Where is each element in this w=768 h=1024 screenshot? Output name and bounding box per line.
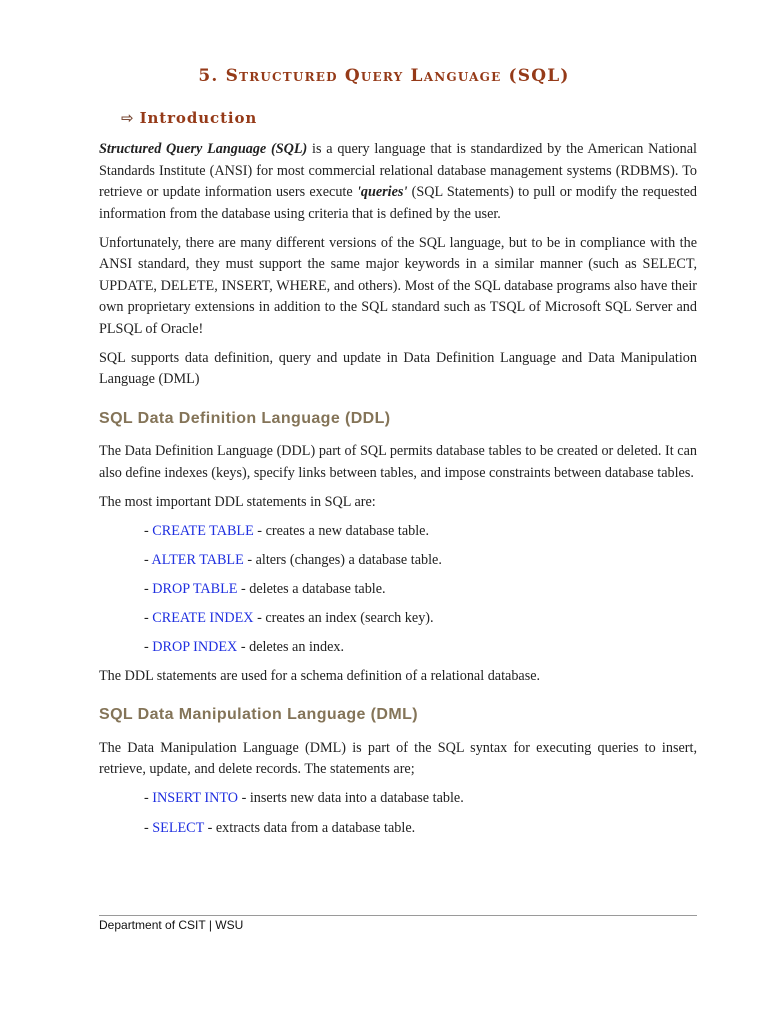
list-item: [144, 521, 697, 543]
statement-description: - creates a new database table.: [253, 522, 430, 539]
chapter-title: 5. Structured Query Language (SQL): [198, 66, 570, 86]
intro-heading-label: Introduction: [139, 109, 258, 127]
list-item: [144, 818, 697, 840]
document-body: [99, 139, 697, 847]
ddl-paragraph-1: The Data Definition Language (DDL) part of SQL permits database tables to be created or deleted. It can also define indexes (keys), specify links between tables, and impose constraints between database tables.: [99, 443, 697, 481]
list-item: [144, 579, 697, 601]
queries-term: 'queries': [356, 184, 408, 200]
statement-keyword: SELECT: [152, 819, 205, 836]
list-dash: -: [144, 609, 153, 626]
list-item: [144, 788, 697, 810]
footer-divider: [99, 915, 697, 916]
statement-keyword: ALTER TABLE: [151, 551, 244, 568]
statement-description: - deletes a database table.: [237, 580, 386, 597]
intro-paragraph-1: [99, 139, 697, 225]
list-dash: -: [144, 790, 153, 807]
statement-keyword: DROP TABLE: [152, 580, 238, 597]
list-dash: -: [144, 638, 153, 655]
statement-description: - creates an index (search key).: [253, 609, 434, 626]
statement-description: - deletes an index.: [237, 638, 345, 655]
page-footer: Department of CSIT | WSU: [99, 918, 244, 932]
list-dash: -: [144, 551, 152, 568]
intro-paragraph-1-text-b: (SQL Statements) to pull or modify the requested information from the database using criteria that is defined by the user.: [99, 184, 697, 222]
ddl-paragraph-3: The DDL statements are used for a schema definition of a relational database.: [99, 667, 541, 684]
statement-keyword: CREATE INDEX: [152, 609, 254, 626]
list-item: [144, 608, 697, 630]
statement-keyword: DROP INDEX: [152, 638, 238, 655]
statement-description: - extracts data from a database table.: [204, 819, 416, 836]
list-item: [144, 550, 697, 572]
ddl-statement-list: [99, 521, 697, 659]
list-dash: -: [144, 522, 153, 539]
intro-heading: [121, 109, 257, 127]
list-item: [144, 637, 697, 659]
hollow-right-arrow-icon: ⇨: [121, 108, 134, 127]
intro-paragraph-2: Unfortunately, there are many different versions of the SQL language, but to be in compliance with the ANSI standard, they must support the same major keywords in a similar manner (such as SELECT, UPDATE, DELETE, INSERT, WHERE, and others). Most of the SQL database programs also have their own proprietary extensions in addition to the SQL standard such as TSQL of Microsoft SQL Server and PLSQL of Oracle!: [99, 234, 697, 337]
statement-description: - inserts new data into a database table.: [238, 790, 464, 807]
dml-heading: SQL Data Manipulation Language (DML): [99, 706, 418, 724]
dml-paragraph-1: The Data Manipulation Language (DML) is part of the SQL syntax for executing queries to insert, retrieve, update, and delete records. The statements are;: [99, 739, 697, 778]
intro-paragraph-3: SQL supports data definition, query and update in Data Definition Language and Data Manipulation Language (DML): [99, 349, 697, 387]
statement-keyword: CREATE TABLE: [152, 522, 254, 539]
ddl-paragraph-2: The most important DDL statements in SQL are:: [99, 493, 376, 510]
sql-term: Structured Query Language (SQL): [99, 141, 308, 157]
list-dash: -: [144, 819, 153, 836]
intro-paragraph-1-text-a: is a query language that is standardized by the American National Standards Institute (ANSI) for most commercial relational database management systems (RDBMS). To retrieve or update information users execute: [99, 141, 697, 200]
dml-statement-list: [99, 788, 697, 839]
statement-keyword: INSERT INTO: [152, 790, 239, 807]
list-dash: -: [144, 580, 153, 597]
statement-description: - alters (changes) a database table.: [243, 551, 442, 568]
ddl-heading: SQL Data Definition Language (DDL): [99, 409, 391, 427]
